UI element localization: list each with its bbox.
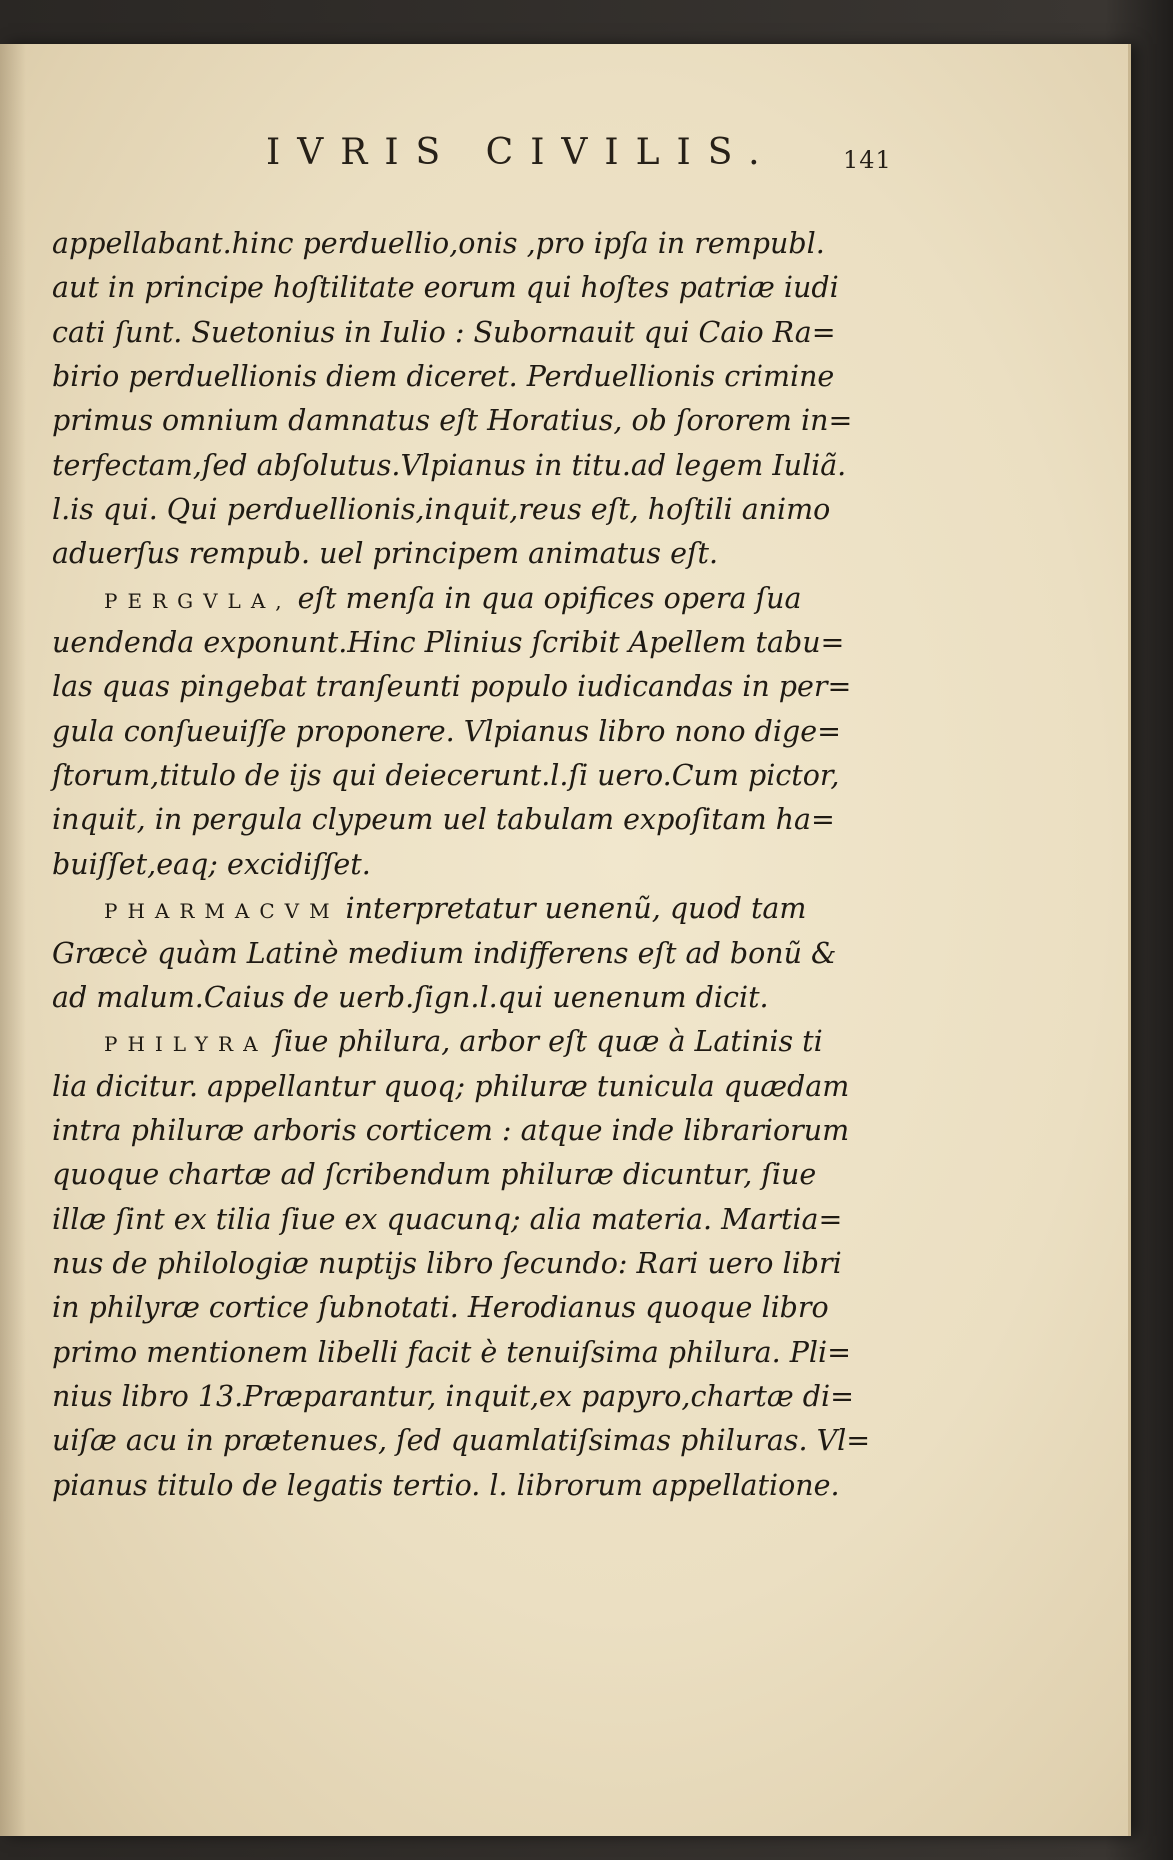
entry-lemma: PHILYRA (104, 1032, 268, 1057)
text-line: aut in principe hoſtilitate eorum qui hoſtes patriæ iudi (52, 271, 839, 305)
text-line: primus omnium damnatus eſt Horatius, ob ſororem in= (52, 404, 853, 438)
paragraph-perduellio (52, 222, 897, 577)
entry-first-line (52, 887, 897, 931)
text-segment: interpretatur uenenũ, quod tam (345, 892, 807, 926)
text-line: ſtorum,titulo de ijs qui deiecerunt.l.ſi uero.Cum pictor, (52, 759, 840, 793)
text-line: Græcè quàm Latinè medium indifferens eſt ad bonũ & (52, 936, 837, 970)
text-line: lia dicitur. appellantur quoq; philuræ tunicula quædam (52, 1069, 850, 1103)
text-block (52, 222, 897, 1508)
paragraph-pharmacum (52, 887, 897, 1020)
text-line: intra philuræ arboris corticem : atque inde librariorum (52, 1113, 850, 1147)
text-segment: ſiue philura, arbor eſt quæ à Latinis ti (273, 1025, 823, 1059)
text-line: pianus titulo de legatis tertio. l. librorum appellatione. (52, 1468, 840, 1502)
entry-lemma: PHARMACVM (104, 899, 340, 924)
text-line: nius libro 13.Præparantur, inquit,ex papyro,chartæ di= (52, 1379, 854, 1413)
running-title: IVRIS CIVILIS. (266, 132, 777, 173)
text-line: quoque chartæ ad ſcribendum philuræ dicuntur, ſiue (52, 1158, 817, 1192)
entry-lemma: PERGVLA, (104, 588, 292, 613)
text-line: gula conſueuiſſe proponere. Vlpianus libro nono dige= (52, 714, 841, 748)
text-line: uendenda exponunt.Hinc Plinius ſcribit Apellem tabu= (52, 626, 845, 660)
text-line: buiſſet,eaq; excidiſſet. (52, 847, 371, 881)
folio-number: 141 (843, 146, 892, 174)
text-line: terfectam,ſed abſolutus.Vlpianus in titu.ad legem Iuliã. (52, 448, 847, 482)
entry-first-line (52, 577, 897, 621)
text-line: illæ ſint ex tilia ſiue ex quacunq; alia materia. Martia= (52, 1202, 843, 1236)
text-line: l.is qui. Qui perduellionis,inquit,reus eſt, hoſtili animo (52, 493, 831, 527)
text-line: aduerſus rempub. uel principem animatus eſt. (52, 537, 719, 571)
paragraph-pergula (52, 577, 897, 887)
running-head (0, 132, 1128, 182)
text-line: uiſæ acu in prætenues, ſed quamlatiſsimas philuras. Vl= (52, 1424, 871, 1458)
book-page (0, 44, 1128, 1836)
text-line: appellabant.hinc perduellio,onis ,pro ipſa in rempubl. (52, 227, 825, 260)
text-line: nus de philologiæ nuptijs libro ſecundo: Rari uero libri (52, 1246, 842, 1280)
entry-first-line (52, 1020, 897, 1064)
paragraph-philyra (52, 1020, 897, 1508)
gutter-shadow (0, 44, 26, 1836)
text-line: cati ſunt. Suetonius in Iulio : Subornauit qui Caio Ra= (52, 315, 836, 349)
text-line: birio perduellionis diem diceret. Perduellionis crimine (52, 360, 835, 394)
text-line: ad malum.Caius de uerb.ſign.l.qui uenenum dicit. (52, 980, 769, 1014)
text-line: in philyræ cortice ſubnotati. Herodianus quoque libro (52, 1291, 829, 1325)
text-segment: eſt menſa in qua opifices opera ſua (297, 581, 802, 615)
text-line: las quas pingebat tranſeunti populo iudicandas in per= (52, 670, 852, 704)
text-line: inquit, in pergula clypeum uel tabulam expoſitam ha= (52, 803, 835, 837)
text-line: primo mentionem libelli facit è tenuiſsima philura. Pli= (52, 1335, 852, 1369)
